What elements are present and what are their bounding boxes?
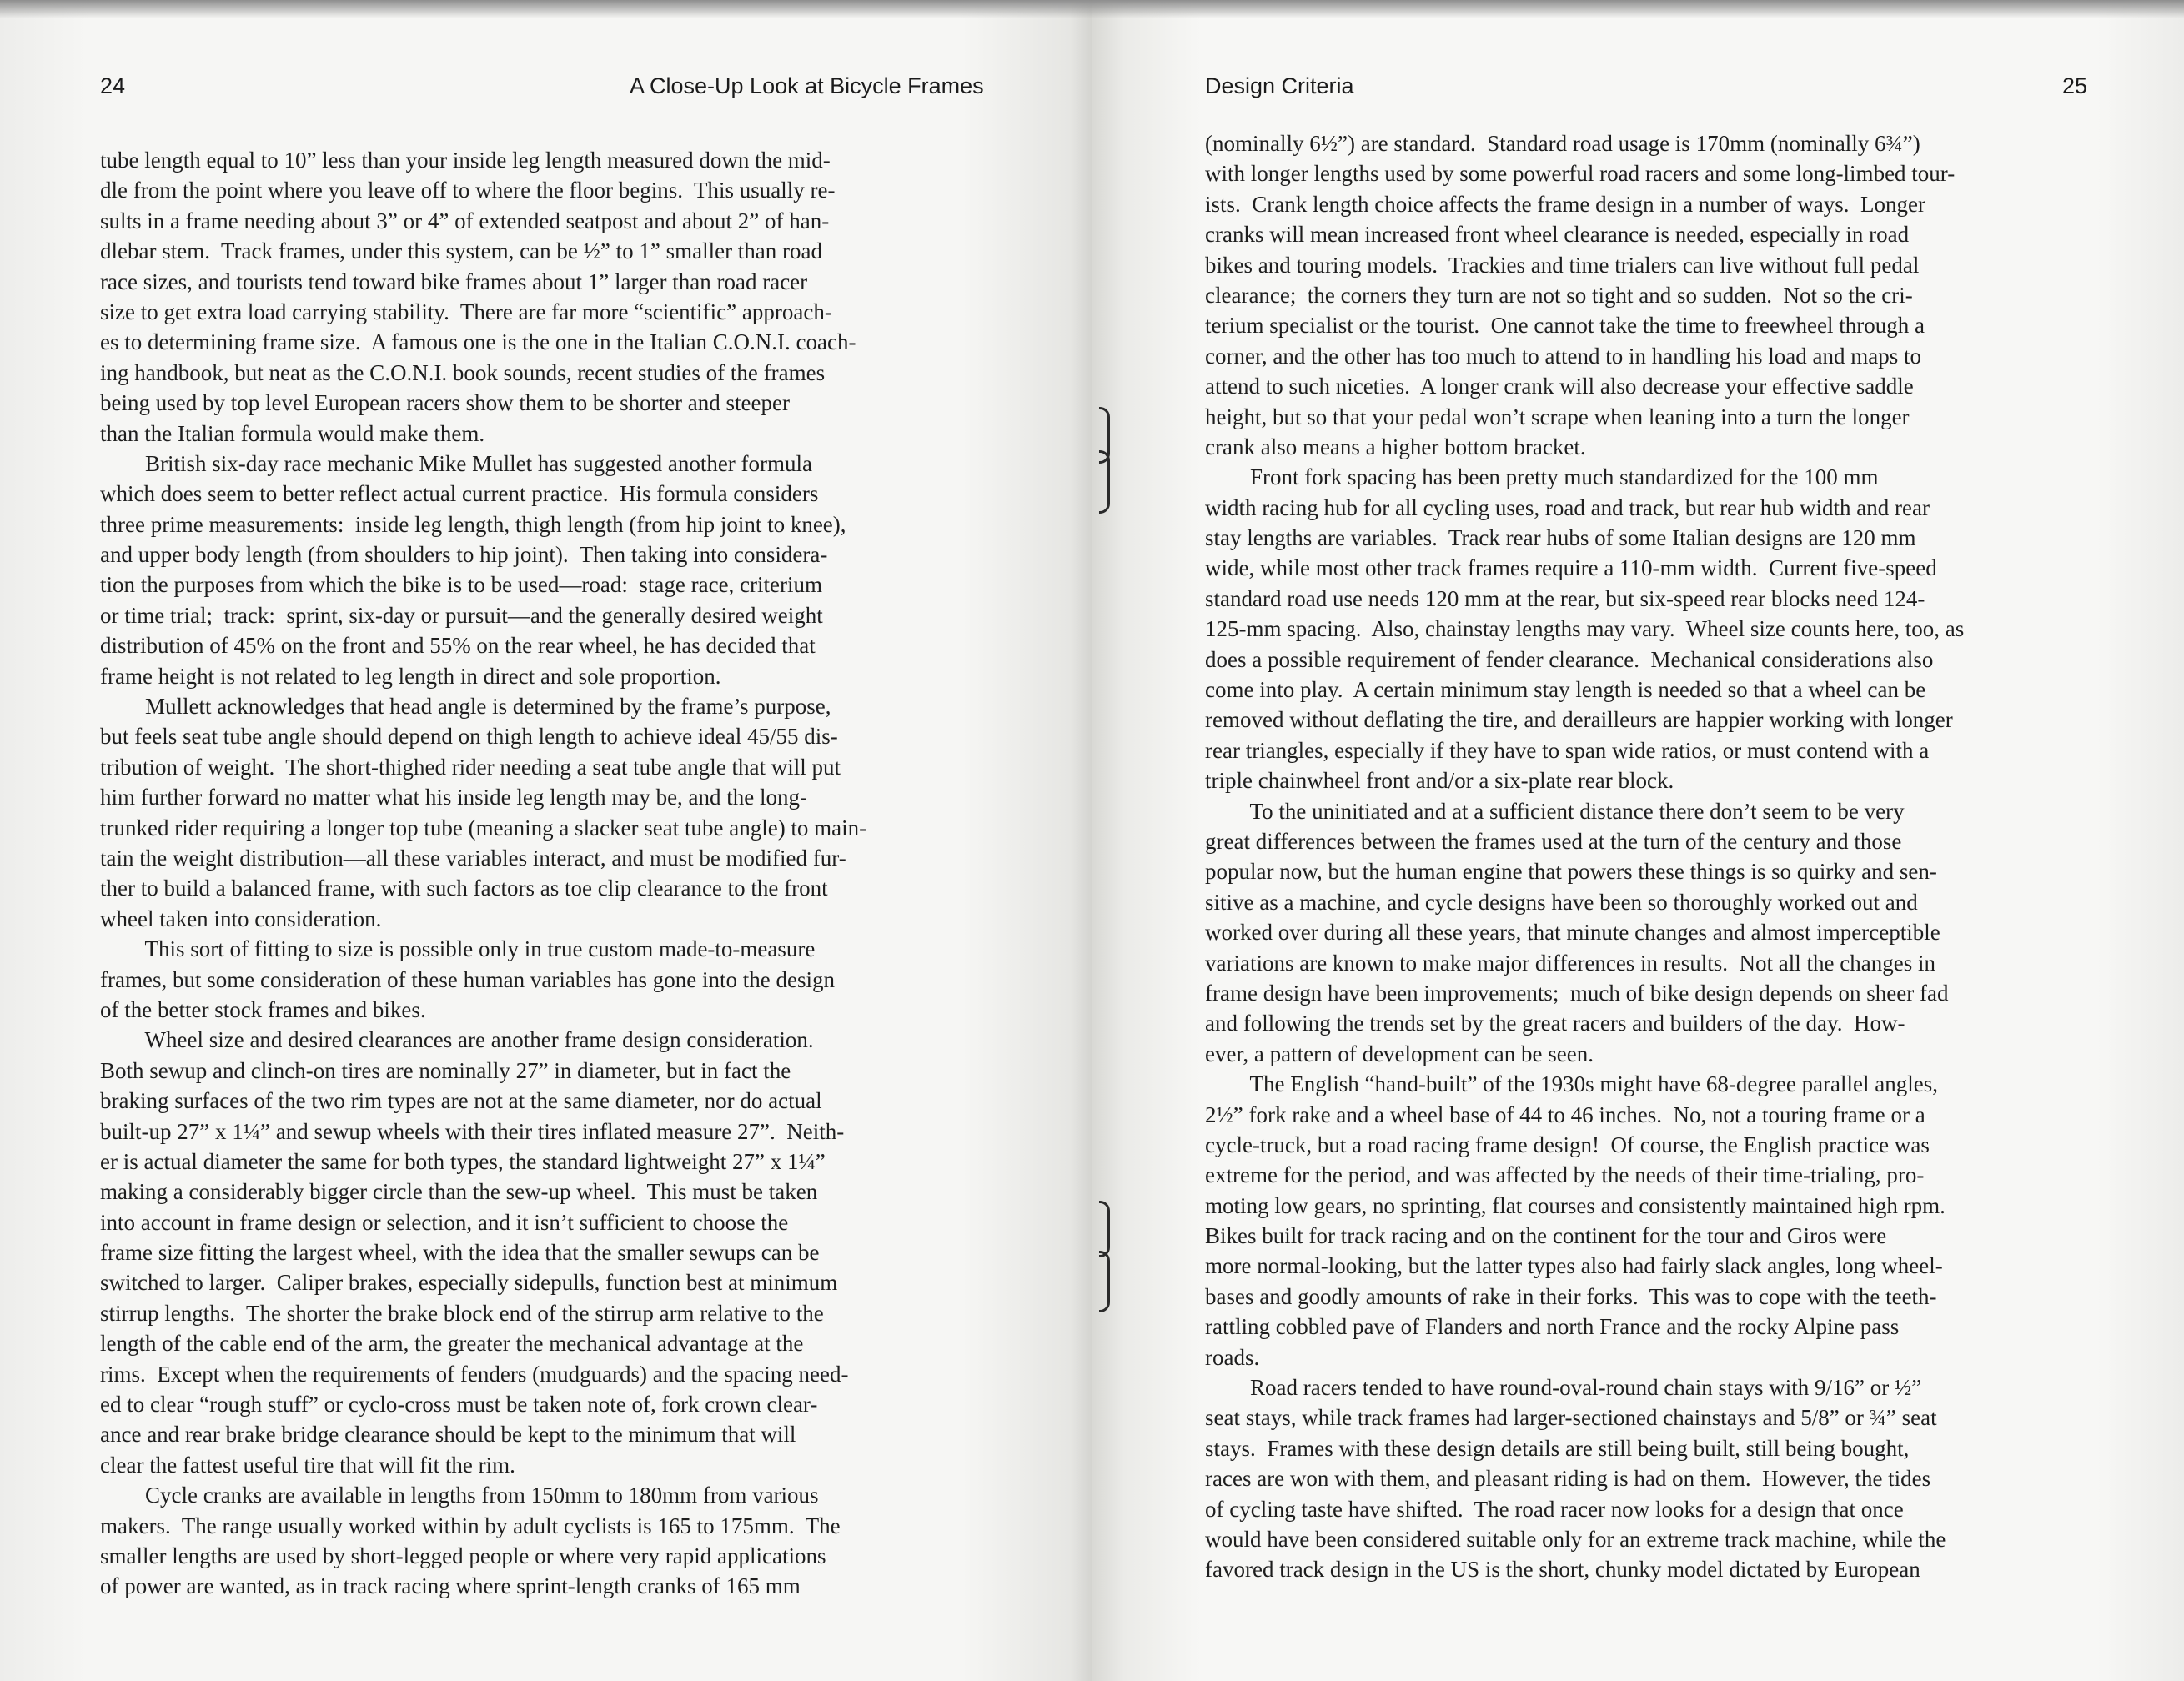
left-page-number: 24	[100, 73, 126, 98]
text-line: stirrup lengths. The shorter the brake block end of the stirrup arm relative to the	[100, 1300, 824, 1326]
left-running-head: A Close-Up Look at Bicycle Frames	[630, 73, 984, 98]
text-line: es to determining frame size. A famous one is the one in the Italian C.O.N.I. coach-	[100, 329, 856, 355]
text-line: sitive as a machine, and cycle designs have been so thoroughly worked out and	[1205, 889, 1918, 915]
text-line: er is actual diameter the same for both types, the standard lightweight 27” x 1¼”	[100, 1148, 826, 1174]
text-line: terium specialist or the tourist. One cannot take the time to freewheel through a	[1205, 313, 1925, 339]
text-line: distribution of 45% on the front and 55% on the rear wheel, he has decided that	[100, 633, 816, 659]
binding-staple-lower-lower	[1099, 1251, 1110, 1312]
text-line: height, but so that your pedal won’t scrape when leaning into a turn the longer	[1205, 404, 1910, 429]
text-line: tain the weight distribution—all these variables interact, and must be modified fur-	[100, 845, 846, 871]
text-line: rattling cobbled pave of Flanders and north France and the rocky Alpine pass	[1205, 1314, 1900, 1340]
text-line: tion the purposes from which the bike is to be used—road: stage race, criterium	[100, 572, 823, 598]
text-line: moting low gears, no sprinting, flat courses and consistently maintained high rpm.	[1205, 1192, 1946, 1218]
right-page-number: 25	[2062, 73, 2088, 98]
text-line: bases and goodly amounts of rake in their forks. This was to cope with the teeth-	[1205, 1283, 1937, 1309]
text-line: stays. Frames with these design details are still being built, still being bought,	[1205, 1435, 1910, 1461]
text-line: variations are known to make major differences in results. Not all the changes in	[1205, 950, 1935, 976]
text-line: clear the fattest useful tire that will fit the rim.	[100, 1452, 515, 1478]
text-line: attend to such niceties. A longer crank will also decrease your effective saddle	[1205, 374, 1914, 399]
text-line: extreme for the period, and was affected by the needs of their time-trialing, pro-	[1205, 1162, 1925, 1188]
text-line: three prime measurements: inside leg length, thigh length (from hip joint to knee),	[100, 511, 846, 537]
text-line: of the better stock frames and bikes.	[100, 996, 426, 1022]
text-line: but feels seat tube angle should depend on thigh length to achieve ideal 45/55 dis-	[100, 724, 838, 750]
text-line: and upper body length (from shoulders to hip joint). Then taking into considera-	[100, 542, 828, 568]
text-line: into account in frame design or selection, and it isn’t sufficient to choose the	[100, 1209, 789, 1235]
text-line: popular now, but the human engine that powers these things is so quirky and sen-	[1205, 859, 1937, 885]
text-line: switched to larger. Caliper brakes, especially sidepulls, function best at minimum	[100, 1270, 838, 1296]
text-line: dlebar stem. Track frames, under this system, can be ½” to 1” smaller than road	[100, 238, 823, 264]
text-line: and following the trends set by the great racers and builders of the day. How-	[1205, 1011, 1905, 1036]
text-line: Wheel size and desired clearances are another frame design consideration.	[100, 1027, 814, 1053]
text-line: Cycle cranks are available in lengths from 150mm to 180mm from various	[100, 1483, 819, 1508]
text-line: bikes and touring models. Trackies and time trialers can live without full pedal	[1205, 252, 1920, 278]
text-line: standard road use needs 120 mm at the rear, but six-speed rear blocks need 124-	[1205, 585, 1925, 611]
text-line: than the Italian formula would make them.	[100, 420, 485, 446]
text-line: ing handbook, but neat as the C.O.N.I. book sounds, recent studies of the frames	[100, 359, 826, 385]
right-page	[1092, 0, 2184, 1681]
text-line: cycle-truck, but a road racing frame design! Of course, the English practice was	[1205, 1132, 1930, 1157]
text-line: trunked rider requiring a longer top tube (meaning a slacker seat tube angle) to main-	[100, 815, 867, 840]
text-line: (nominally 6½”) are standard. Standard road usage is 170mm (nominally 6¾”)	[1205, 131, 1920, 156]
text-line: worked over during all these years, that minute changes and almost imperceptible	[1205, 920, 1940, 946]
text-line: does a possible requirement of fender clearance. Mechanical considerations also	[1205, 646, 1934, 672]
text-line: frames, but some consideration of these human variables has gone into the design	[100, 966, 836, 992]
text-line: being used by top level European racers show them to be shorter and steeper	[100, 390, 790, 416]
text-line: clearance; the corners they turn are not so tight and so sudden. Not so the cri-	[1205, 282, 1913, 308]
left-body-text	[100, 145, 866, 1602]
text-line: making a considerably bigger circle than the sew-up wheel. This must be taken	[100, 1179, 818, 1205]
text-line: sults in a frame needing about 3” or 4” of extended seatpost and about 2” of han-	[100, 208, 830, 233]
text-line: of power are wanted, as in track racing where sprint-length cranks of 165 mm	[100, 1573, 801, 1599]
text-line: triple chainwheel front and/or a six-plate rear block.	[1205, 768, 1674, 794]
text-line: built-up 27” x 1¼” and sewup wheels with their tires inflated measure 27”. Neith-	[100, 1118, 845, 1144]
text-line: race sizes, and tourists tend toward bike frames about 1” larger than road racer	[100, 268, 808, 294]
text-line: with longer lengths used by some powerful road racers and some long-limbed tour-	[1205, 161, 1956, 187]
binding-staple-upper-lower	[1099, 450, 1110, 514]
text-line: Front fork spacing has been pretty much standardized for the 100 mm	[1205, 464, 1879, 490]
text-line: Both sewup and clinch-on tires are nominally 27” in diameter, but in fact the	[100, 1057, 791, 1083]
text-line: frame size fitting the largest wheel, with the idea that the smaller sewups can be	[100, 1240, 820, 1266]
text-line: cranks will mean increased front wheel clearance is needed, especially in road	[1205, 222, 1910, 248]
text-line: length of the cable end of the arm, the greater the mechanical advantage at the	[100, 1331, 804, 1357]
text-line: rear triangles, especially if they have to span wide ratios, or must contend with a	[1205, 737, 1930, 763]
text-line: of cycling taste have shifted. The road racer now looks for a design that once	[1205, 1496, 1904, 1522]
text-line: ever, a pattern of development can be seen.	[1205, 1041, 1594, 1066]
top-edge-shadow	[0, 0, 2184, 18]
text-line: dle from the point where you leave off to where the floor begins. This usually re-	[100, 178, 836, 203]
text-line: makers. The range usually worked within by adult cyclists is 165 to 175mm. The	[100, 1513, 841, 1538]
binding-staple-lower	[1099, 1201, 1110, 1257]
text-line: British six-day race mechanic Mike Mullet has suggested another formula	[100, 450, 813, 476]
text-line: frame design have been improvements; much of bike design depends on sheer fad	[1205, 980, 1949, 1006]
text-line: width racing hub for all cycling uses, road and track, but rear hub width and rear	[1205, 494, 1930, 520]
text-line: favored track design in the US is the short, chunky model dictated by European	[1205, 1557, 1920, 1583]
text-line: ed to clear “rough stuff” or cyclo-cross must be taken note of, fork crown clear-	[100, 1392, 818, 1418]
text-line: more normal-looking, but the latter types also had fairly slack angles, long wheel-	[1205, 1253, 1943, 1279]
text-line: great differences between the frames used at the turn of the century and those	[1205, 828, 1902, 854]
text-line: would have been considered suitable only for an extreme track machine, while the	[1205, 1526, 1946, 1552]
text-line: wheel taken into consideration.	[100, 906, 382, 931]
text-line: corner, and the other has too much to attend to in handling his load and maps to	[1205, 343, 1921, 369]
text-line: roads.	[1205, 1344, 1260, 1370]
text-line: races are won with them, and pleasant riding is had on them. However, the tides	[1205, 1466, 1931, 1492]
text-line: ance and rear brake bridge clearance should be kept to the minimum that will	[100, 1422, 796, 1448]
text-line: The English “hand-built” of the 1930s might have 68-degree parallel angles,	[1205, 1071, 1939, 1097]
right-running-head: Design Criteria	[1205, 73, 1354, 98]
text-line: This sort of fitting to size is possible only in true custom made-to-measure	[100, 936, 816, 962]
text-line: Road racers tended to have round-oval-round chain stays with 9/16” or ½”	[1205, 1375, 1922, 1401]
text-line: Mullett acknowledges that head angle is determined by the frame’s purpose,	[100, 694, 831, 720]
text-line: ther to build a balanced frame, with such factors as toe clip clearance to the front	[100, 876, 828, 901]
text-line: him further forward no matter what his inside leg length may be, and the long-	[100, 785, 808, 810]
text-line: ists. Crank length choice affects the frame design in a number of ways. Longer	[1205, 191, 1925, 217]
text-line: seat stays, while track frames had larger-sectioned chainstays and 5/8” or ¾” seat	[1205, 1405, 1937, 1431]
text-line: wide, while most other track frames require a 110-mm width. Current five-speed	[1205, 555, 1937, 581]
text-line: braking surfaces of the two rim types are not at the same diameter, nor do actual	[100, 1088, 822, 1114]
text-line: removed without deflating the tire, and derailleurs are happier working with longer	[1205, 707, 1953, 733]
text-line: or time trial; track: sprint, six-day or pursuit—and the generally desired weight	[100, 602, 823, 628]
text-line: tribution of weight. The short-thighed rider needing a seat tube angle that will put	[100, 754, 841, 780]
text-line: smaller lengths are used by short-legged people or where very rapid applications	[100, 1543, 826, 1568]
text-line: stay lengths are variables. Track rear hubs of some Italian designs are 120 mm	[1205, 525, 1916, 551]
text-line: rims. Except when the requirements of fenders (mudguards) and the spacing need-	[100, 1361, 849, 1387]
text-line: frame height is not related to leg length in direct and sole proportion.	[100, 663, 721, 689]
text-line: 125-mm spacing. Also, chainstay lengths may vary. Wheel size counts here, too, as	[1205, 616, 1965, 642]
text-line: tube length equal to 10” less than your inside leg length measured down the mid-	[100, 148, 831, 173]
text-line: which does seem to better reflect actual current practice. His formula considers	[100, 481, 819, 507]
text-line: come into play. A certain minimum stay length is needed so that a wheel can be	[1205, 677, 1926, 703]
text-line: Bikes built for track racing and on the continent for the tour and Giros were	[1205, 1223, 1887, 1249]
right-body-text	[1205, 128, 1964, 1585]
text-line: crank also means a higher bottom bracket.	[1205, 434, 1586, 459]
text-line: To the uninitiated and at a sufficient distance there don’t seem to be very	[1205, 798, 1905, 824]
text-line: size to get extra load carrying stability. There are far more “scientific” approach-	[100, 299, 832, 324]
text-line: 2½” fork rake and a wheel base of 44 to 46 inches. No, not a touring frame or a	[1205, 1101, 1925, 1127]
